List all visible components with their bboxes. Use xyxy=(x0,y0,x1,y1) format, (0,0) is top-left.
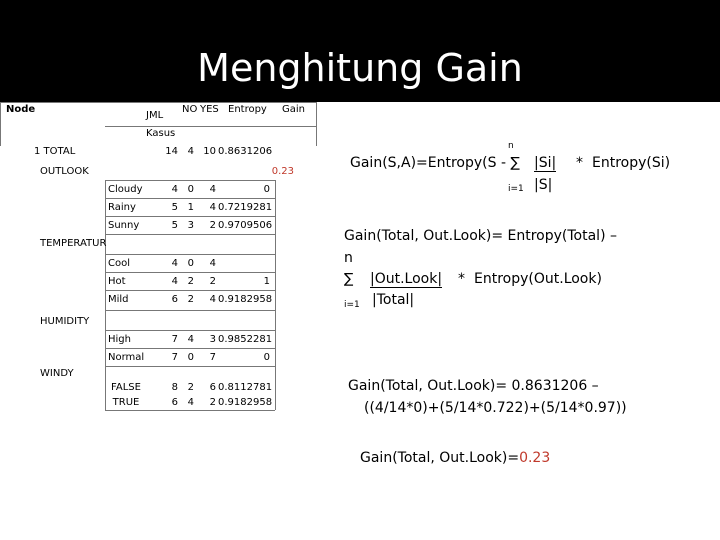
row-yes: 4 xyxy=(209,184,216,195)
row-yes: 2 xyxy=(209,276,216,287)
formula3-line2: ((4/14*0)+(5/14*0.722)+(5/14*0.97)) xyxy=(364,400,627,416)
row-no: 1 xyxy=(187,202,194,213)
row-no: 2 xyxy=(187,382,194,393)
header-node: Node xyxy=(6,104,36,115)
formula1-lhs: Gain(S,A)=Entropy(S - ∑ xyxy=(350,155,520,171)
formula2-sum: ∑ xyxy=(344,271,354,287)
row-label: Normal xyxy=(108,352,145,363)
header-gain: Gain xyxy=(282,104,305,115)
row-jml: 6 xyxy=(171,294,178,305)
formula2-tail: Entropy(Out.Look) xyxy=(474,271,602,287)
row-label: High xyxy=(108,334,131,345)
windy-label: WINDY xyxy=(40,368,74,379)
total-jml: 14 xyxy=(165,146,178,157)
row-no: 4 xyxy=(187,397,194,408)
row-label: Rainy xyxy=(108,202,136,213)
slide-title: Menghitung Gain xyxy=(197,46,523,90)
row-entropy: 1 xyxy=(263,276,270,287)
row-label: TRUE xyxy=(112,397,140,408)
row-yes: 4 xyxy=(209,294,216,305)
humidity-label: HUMIDITY xyxy=(40,316,90,327)
row-jml: 5 xyxy=(171,220,178,231)
gain-result-label: Gain(Total, Out.Look)= xyxy=(360,450,520,466)
formula2-n: n xyxy=(344,250,353,266)
header-kasus: Kasus xyxy=(146,128,176,139)
row-jml: 4 xyxy=(171,258,178,269)
row-entropy: 0.7219281 xyxy=(218,202,273,213)
total-entropy: 0.8631206 xyxy=(218,146,273,157)
row-yes: 2 xyxy=(209,220,216,231)
formula1-denominator: |S| xyxy=(534,177,553,193)
row-jml: 7 xyxy=(171,334,178,345)
header-entropy: Entropy xyxy=(228,104,267,115)
row-label: Cloudy xyxy=(108,184,143,195)
formula1-numerator: |Si| xyxy=(534,155,557,171)
row-no: 2 xyxy=(187,276,194,287)
row-yes: 4 xyxy=(209,258,216,269)
row-entropy: 0.8112781 xyxy=(218,382,273,393)
header-jml: JML xyxy=(146,110,164,121)
row-jml: 6 xyxy=(171,397,178,408)
row-label: Cool xyxy=(108,258,130,269)
row-label: FALSE xyxy=(111,382,141,393)
row-no: 0 xyxy=(187,258,194,269)
row-jml: 5 xyxy=(171,202,178,213)
row-no: 4 xyxy=(187,334,194,345)
row-entropy: 0.9709506 xyxy=(218,220,273,231)
gain-result xyxy=(360,449,550,467)
row-jml: 8 xyxy=(171,382,178,393)
total-yes: 10 xyxy=(203,146,216,157)
header-yes: YES xyxy=(200,104,219,115)
row-label: Hot xyxy=(108,276,126,287)
formula2-denominator: |Total| xyxy=(372,292,415,308)
row-yes: 4 xyxy=(209,202,216,213)
row-no: 2 xyxy=(187,294,194,305)
row-label: Sunny xyxy=(108,220,140,231)
row-jml: 4 xyxy=(171,184,178,195)
formula3-line1: Gain(Total, Out.Look)= 0.8631206 – xyxy=(348,378,599,394)
total-label: 1 TOTAL xyxy=(34,146,76,157)
row-entropy: 0.9182958 xyxy=(218,397,273,408)
outlook-gain: 0.23 xyxy=(271,166,294,177)
formula2-numerator: |Out.Look| xyxy=(370,271,443,287)
formula1-i: i=1 xyxy=(508,184,524,194)
formula1-star: * xyxy=(576,155,583,171)
formula2-line1: Gain(Total, Out.Look)= Entropy(Total) – xyxy=(344,228,617,244)
temperatur-label: TEMPERATUR xyxy=(40,238,107,249)
total-no: 4 xyxy=(187,146,194,157)
row-entropy: 0 xyxy=(263,184,270,195)
row-entropy: 0.9852281 xyxy=(218,334,273,345)
formula1-n: n xyxy=(508,141,514,151)
row-entropy: 0 xyxy=(263,352,270,363)
row-no: 0 xyxy=(187,352,194,363)
row-yes: 6 xyxy=(209,382,216,393)
row-entropy: 0.9182958 xyxy=(218,294,273,305)
header-no: NO xyxy=(182,104,198,115)
formula2-star: * xyxy=(458,271,465,287)
formula2-i: i=1 xyxy=(344,300,360,310)
row-no: 3 xyxy=(187,220,194,231)
row-jml: 7 xyxy=(171,352,178,363)
row-label: Mild xyxy=(108,294,129,305)
row-no: 0 xyxy=(187,184,194,195)
row-yes: 2 xyxy=(209,397,216,408)
row-yes: 3 xyxy=(209,334,216,345)
gain-result-value: 0.23 xyxy=(519,450,551,466)
row-jml: 4 xyxy=(171,276,178,287)
row-yes: 7 xyxy=(209,352,216,363)
formula1-tail: Entropy(Si) xyxy=(592,155,671,171)
outlook-label: OUTLOOK xyxy=(40,166,89,177)
